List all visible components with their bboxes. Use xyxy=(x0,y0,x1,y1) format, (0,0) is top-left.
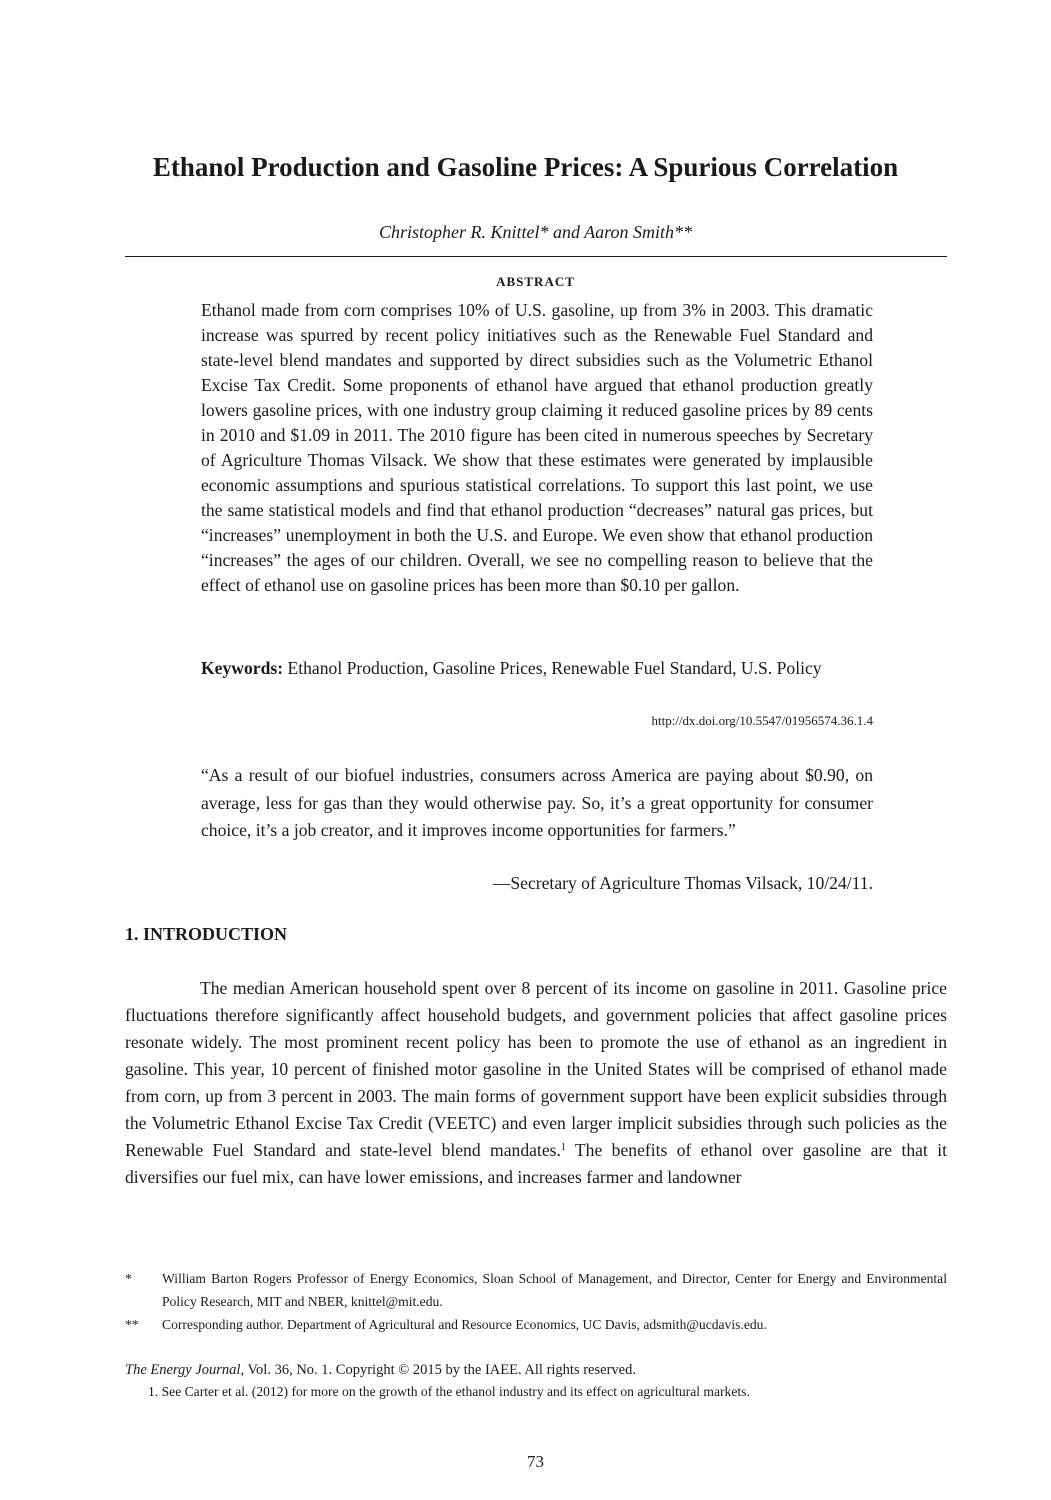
epigraph-quote: “As a result of our biofuel industries, consumers across America are paying about $0.90, on average, less for gas than they would otherwise pay. So, it’s a great opportunity for consumer choice, it’s a job creator, and it improves income opportunities for farmers.” xyxy=(201,765,873,840)
title-rule xyxy=(125,256,947,257)
keywords-label: Keywords: xyxy=(201,658,284,678)
keywords-list: Ethanol Production, Gasoline Prices, Renewable Fuel Standard, U.S. Policy xyxy=(287,658,822,678)
intro-text-part1: The median American household spent over 8 percent of its income on gasoline in 2011. Gasoline price fluctuations therefore significantly affect household budgets, and government policies that affect gasoline prices resonate widely. The most prominent recent policy has been to promote the use of ethanol as an ingredient in gasoline. This year, 10 percent of finished motor gasoline in the United States will be comprised of ethanol made from corn, up from 3 percent in 2003. The main forms of government support have been explicit subsidies through the Volumetric Ethanol Excise Tax Credit (VEETC) and even larger implicit subsidies through such policies as the Renewable Fuel Standard and state-level blend mandates. xyxy=(125,978,947,1160)
footnote-ref-1: 1 xyxy=(560,1142,566,1153)
footnote-mark: * xyxy=(125,1271,132,1286)
section-heading-introduction: 1. INTRODUCTION xyxy=(125,924,288,944)
footnote-text: William Barton Rogers Professor of Energy Economics, Sloan School of Management, and Director, Center for Energy and Environmental Policy Research, MIT and NBER, knittel@mit.edu. xyxy=(162,1271,947,1309)
footnote-mark: ** xyxy=(125,1317,139,1332)
journal-details: , Vol. 36, No. 1. Copyright © 2015 by the IAEE. All rights reserved. xyxy=(240,1362,636,1378)
doi-link[interactable]: http://dx.doi.org/10.5547/01956574.36.1.4 xyxy=(651,713,873,728)
footnote-text: Corresponding author. Department of Agricultural and Resource Economics, UC Davis, adsmith@ucdavis.edu. xyxy=(162,1317,767,1332)
paper-title: Ethanol Production and Gasoline Prices: A Spurious Correlation xyxy=(152,152,899,182)
abstract-text: Ethanol made from corn comprises 10% of U.S. gasoline, up from 3% in 2003. This dramatic increase was spurred by recent policy initiatives such as the Renewable Fuel Standard and state-level blend mandates and supported by direct subsidies such as the Volumetric Ethanol Excise Tax Credit. Some proponents of ethanol have argued that ethanol production greatly lowers gasoline prices, with one industry group claiming it reduced gasoline prices by 89 cents in 2010 and $1.09 in 2011. The 2010 figure has been cited in numerous speeches by Secretary of Agriculture Thomas Vilsack. We show that these estimates were generated by implausible economic assumptions and spurious statistical correlations. To support this last point, we use the same statistical models and find that ethanol production “decreases” natural gas prices, but “increases” unemployment in both the U.S. and Europe. We even show that ethanol production “increases” the ages of our children. Overall, we see no compelling reason to believe that the effect of ethanol use on gasoline prices has been more than $0.10 per gallon. xyxy=(201,300,873,595)
epigraph-attribution: —Secretary of Agriculture Thomas Vilsack, 10/24/11. xyxy=(492,873,873,893)
footnote-author-2 xyxy=(125,1313,947,1336)
introduction-paragraph xyxy=(125,975,947,1191)
page-number: 73 xyxy=(527,1452,544,1471)
footnote-1: 1. See Carter et al. (2012) for more on the growth of the ethanol industry and its effect on agricultural markets. xyxy=(148,1384,750,1399)
journal-name: The Energy Journal xyxy=(125,1362,241,1378)
author-footnotes xyxy=(125,1267,947,1336)
intro-text-part2: The benefits of ethanol over gasoline are that it diversifies our fuel mix, can have lower emissions, and increases farmer and landowner xyxy=(125,1140,947,1187)
abstract-heading: ABSTRACT xyxy=(496,274,575,289)
footnote-author-1 xyxy=(125,1267,947,1313)
journal-citation xyxy=(125,1360,947,1380)
keywords xyxy=(201,656,873,681)
author-line: Christopher R. Knittel* and Aaron Smith** xyxy=(378,222,692,242)
